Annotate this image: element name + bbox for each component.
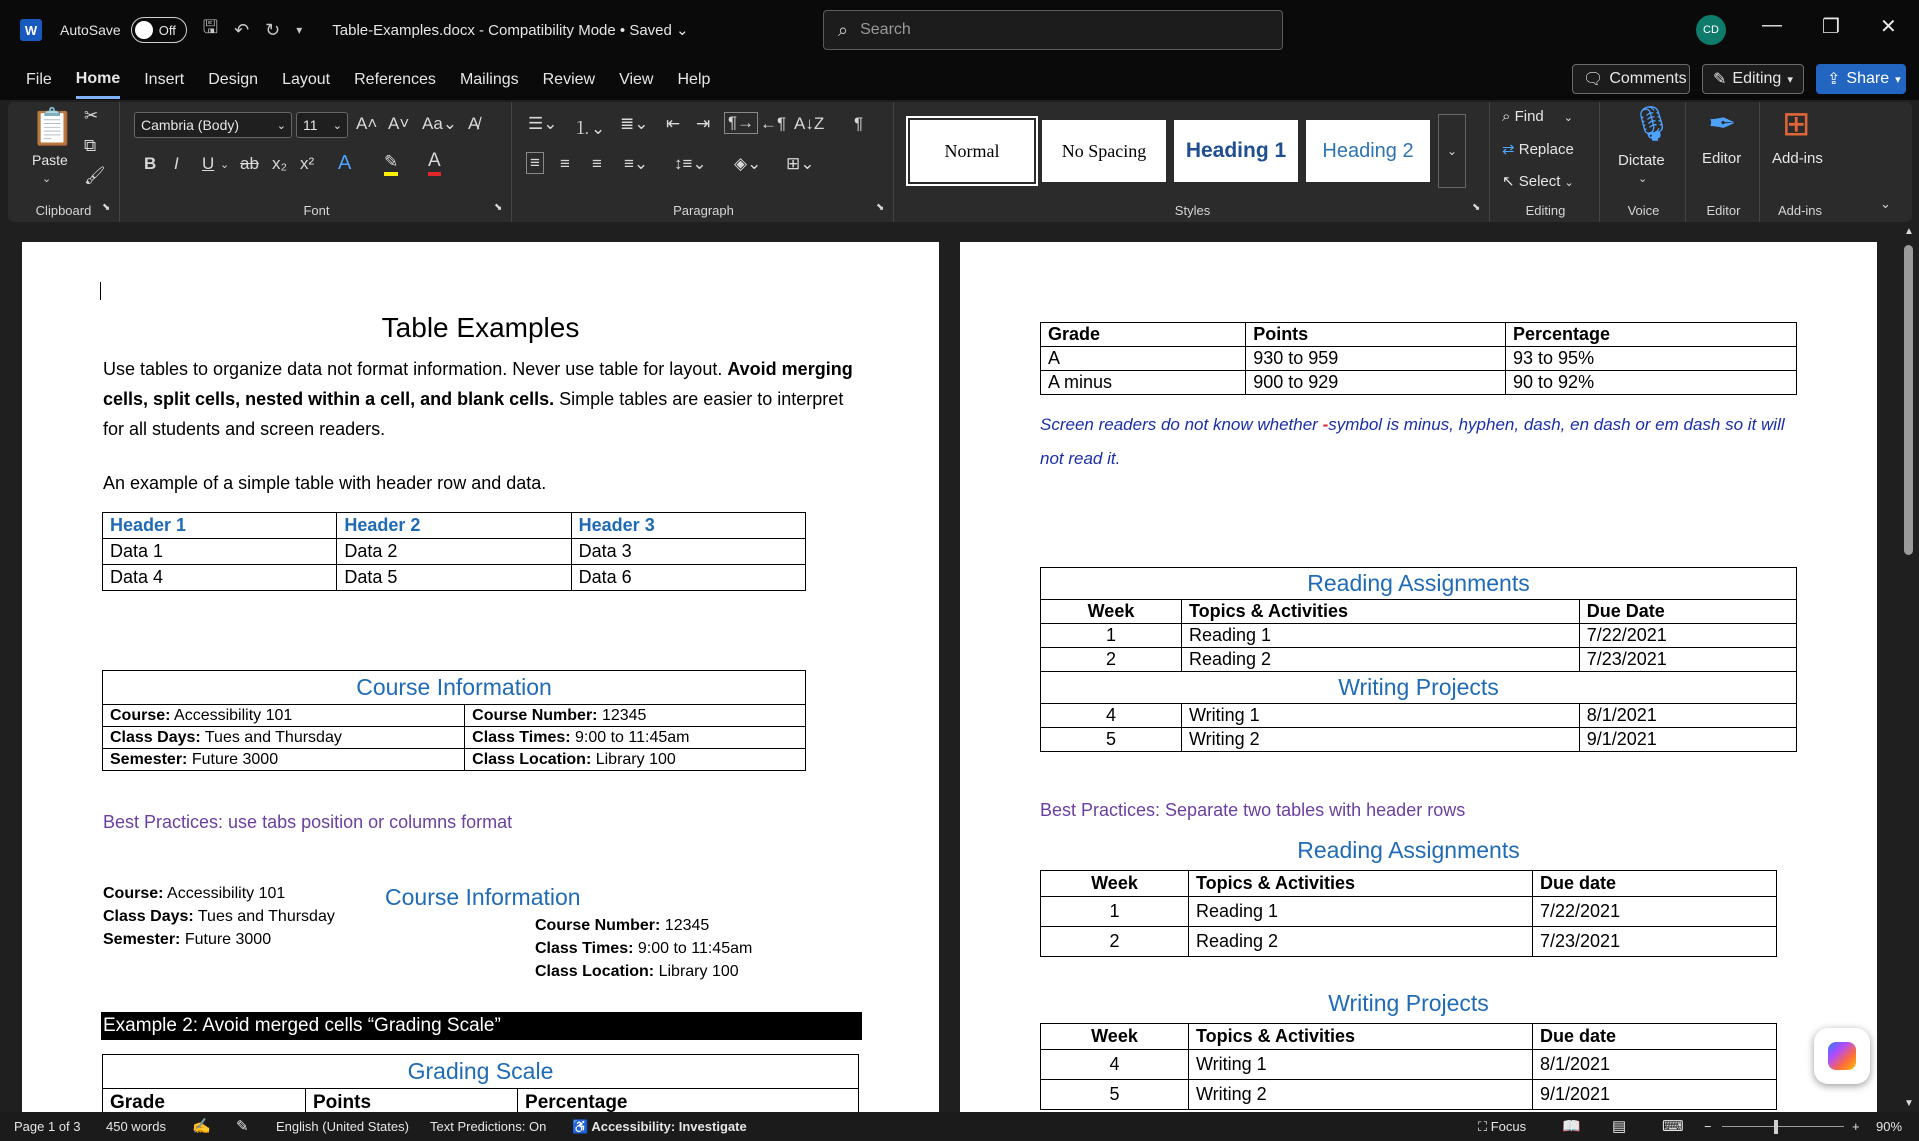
scrollbar-thumb[interactable] [1904, 245, 1913, 555]
font-launcher-icon[interactable]: ⬊ [494, 202, 503, 213]
table-cell: Course: Accessibility 101 [103, 705, 465, 727]
example-2-banner: Example 2: Avoid merged cells “Grading Scale” [101, 1012, 862, 1040]
underline-dropdown-icon[interactable]: ⌄ [220, 159, 230, 171]
rtl-icon[interactable]: ←¶ [760, 114, 787, 133]
table-cell: 90 to 92% [1506, 371, 1797, 395]
select-icon: ↖ [1502, 173, 1515, 190]
language[interactable]: English (United States) [276, 1119, 409, 1134]
merged-schedule-table [1040, 567, 1797, 752]
table-cell: 7/23/2021 [1579, 648, 1796, 672]
paragraph-launcher-icon[interactable]: ⬊ [876, 202, 885, 213]
table-cell: 1 [1041, 897, 1189, 927]
text-predictions[interactable]: Text Predictions: On [430, 1119, 547, 1134]
print-layout-icon[interactable]: ▤ [1612, 1118, 1627, 1135]
merged-table-title: Reading Assignments [1041, 568, 1797, 600]
table-cell: Class Times: 9:00 to 11:45am [465, 727, 806, 749]
table-cell: 7/23/2021 [1533, 927, 1777, 957]
tab-references[interactable]: References [354, 71, 436, 88]
editor-button[interactable]: Editor [1702, 150, 1742, 167]
superscript-icon[interactable]: x² [300, 154, 315, 173]
tab-design[interactable]: Design [208, 71, 259, 88]
table-cell: Data 5 [337, 565, 571, 591]
text-effects-icon[interactable]: A [338, 152, 352, 174]
track-changes-icon[interactable]: ✎ [236, 1118, 249, 1135]
search-icon: ⌕ [838, 19, 849, 40]
select-button[interactable]: ↖ Select ⌄ [1502, 173, 1574, 190]
clipboard-group [8, 102, 120, 222]
course-layout-right [535, 914, 752, 983]
align-left-icon[interactable]: ≡ [526, 152, 544, 174]
text-cursor [100, 282, 101, 300]
minimize-icon[interactable]: — [1762, 14, 1782, 36]
table-cell: Writing 1 [1189, 1050, 1533, 1080]
find-button[interactable]: ⌕ Find ⌄ [1502, 108, 1573, 125]
table-cell: A [1041, 347, 1246, 371]
table-header: Header 1 [103, 513, 337, 539]
table-header: Topics & Activities [1189, 1024, 1533, 1050]
editing-group [1492, 102, 1600, 222]
table-cell: Writing 2 [1182, 728, 1580, 752]
table-header: Percentage [1506, 323, 1797, 347]
editor-label: Editor [1706, 203, 1741, 218]
table-header: Points [305, 1089, 517, 1113]
table-cell: 5 [1041, 1080, 1189, 1110]
format-painter-icon[interactable]: 🖌 [84, 166, 106, 185]
intro-paragraph: Use tables to organize data not format information. Never use table for layout. Avoid merging cells, split cells, nested within a cell, and blank cells. Simple tables are easier to interpret for all students and screen readers. [103, 359, 853, 439]
table-cell: 5 [1041, 728, 1182, 752]
table-cell: Data 6 [571, 565, 805, 591]
table-header: Due date [1533, 1024, 1777, 1050]
writing-table-title: Writing Projects [1328, 990, 1489, 1016]
undo-icon[interactable]: ↶ [234, 19, 250, 40]
restore-icon[interactable]: ❐ [1822, 16, 1840, 38]
web-layout-icon[interactable]: ⌨ [1662, 1118, 1684, 1135]
zoom-slider-handle[interactable] [1774, 1120, 1778, 1134]
shading-icon[interactable]: ◈⌄ [734, 154, 762, 173]
clear-formatting-icon[interactable]: A̸ [468, 114, 480, 133]
align-right-icon[interactable]: ≡ [592, 154, 602, 173]
table-header: Grade [1041, 323, 1246, 347]
table-cell: 4 [1041, 704, 1182, 728]
font-name-dropdown[interactable]: Cambria (Body) ⌄ [134, 112, 292, 138]
table-cell: Reading 2 [1182, 648, 1580, 672]
search-placeholder: Search [860, 21, 911, 38]
grading-scale-table [102, 1054, 859, 1112]
show-formatting-icon[interactable]: ¶ [854, 114, 864, 133]
table-cell: 9/1/2021 [1579, 728, 1796, 752]
table-header: Header 2 [337, 513, 571, 539]
table-cell: Writing 2 [1189, 1080, 1533, 1110]
addins-label: Add-ins [1777, 203, 1823, 218]
decrease-indent-icon[interactable]: ⇤ [666, 114, 681, 133]
scroll-up-icon[interactable]: ▲ [1904, 226, 1914, 237]
page-title: Table Examples [381, 312, 580, 343]
styles-launcher-icon[interactable]: ⬊ [1472, 202, 1481, 213]
course-table-title: Course Information [103, 671, 806, 705]
screen-reader-note: Screen readers do not know whether -symbol is minus, hyphen, dash, en dash or em dash so it will not read it. [1040, 415, 1785, 468]
table-cell: Course Number: 12345 [465, 705, 806, 727]
course-layout-title: Course Information [385, 884, 581, 910]
writing-projects-table [1040, 1023, 1777, 1110]
highlight-icon[interactable]: ✎ [384, 152, 398, 176]
proofing-icon[interactable]: ✍ [192, 1118, 211, 1135]
table-header: Header 3 [571, 513, 805, 539]
page-2[interactable] [960, 242, 1877, 1112]
reading-assignments-table [1040, 870, 1777, 957]
table-cell: Class Location: Library 100 [465, 749, 806, 771]
cut-icon[interactable]: ✂ [84, 106, 99, 125]
status-bar [0, 1112, 1919, 1141]
reading-table-title: Reading Assignments [1297, 837, 1520, 863]
table-header: Points [1246, 323, 1506, 347]
accessibility-icon: ♿ [572, 1119, 589, 1134]
voice-label: Voice [1627, 203, 1660, 218]
styles-group [896, 102, 1490, 222]
table-header: Topics & Activities [1189, 871, 1533, 897]
table-cell: 8/1/2021 [1579, 704, 1796, 728]
addins-button[interactable]: Add-ins [1772, 150, 1823, 167]
autosave-label: AutoSave [60, 22, 121, 38]
table-cell: Data 2 [337, 539, 571, 565]
addins-icon[interactable]: ⊞ [1782, 105, 1811, 143]
document-canvas[interactable] [0, 230, 1919, 1112]
customize-toolbar-icon[interactable]: ▾ [296, 23, 303, 37]
zoom-in-icon[interactable]: + [1852, 1119, 1860, 1134]
borders-icon[interactable]: ⊞⌄ [786, 154, 815, 173]
editing-mode-button[interactable]: ✎ Editing ▾ [1702, 64, 1804, 94]
course-line: Course: Accessibility 101 [103, 885, 286, 902]
table-header: Week [1041, 871, 1189, 897]
table-cell: A minus [1041, 371, 1246, 395]
addins-group [1762, 102, 1838, 222]
search-input[interactable] [823, 10, 1283, 50]
table-cell: Data 4 [103, 565, 337, 591]
copilot-icon [1828, 1042, 1856, 1070]
tab-view[interactable]: View [619, 71, 654, 88]
best-practice-note: Best Practices: use tabs position or columns format [103, 812, 513, 832]
page-count[interactable]: Page 1 of 3 [14, 1119, 81, 1134]
read-mode-icon[interactable]: 📖 [1562, 1118, 1581, 1135]
focus-icon: ⛶ [1478, 1119, 1488, 1134]
table-cell: Writing 1 [1182, 704, 1580, 728]
autosave-state: Off [158, 22, 176, 38]
tab-help[interactable]: Help [677, 71, 711, 88]
justify-icon[interactable]: ≡⌄ [624, 154, 649, 173]
comments-button[interactable]: 🗨 Comments [1572, 64, 1690, 94]
zoom-level[interactable]: 90% [1876, 1119, 1903, 1134]
course-info-table [102, 670, 806, 771]
table-header: Grade [103, 1089, 306, 1113]
table-cell: 1 [1041, 624, 1182, 648]
paragraph-group [514, 102, 894, 222]
find-icon: ⌕ [1502, 108, 1511, 125]
align-center-icon[interactable]: ≡ [560, 154, 570, 173]
subscript-icon[interactable]: x₂ [272, 154, 288, 173]
table-cell: 4 [1041, 1050, 1189, 1080]
course-line: Course Number: 12345 [535, 917, 710, 934]
page-1[interactable] [22, 242, 939, 1112]
copilot-button[interactable] [1814, 1028, 1870, 1084]
example-text: An example of a simple table with header row and data. [103, 473, 547, 493]
focus-button[interactable]: ⛶ Focus [1478, 1119, 1527, 1134]
replace-icon: ⇄ [1502, 141, 1515, 158]
font-label: Font [303, 203, 330, 218]
share-icon: ⇪ [1827, 71, 1841, 88]
dictate-button[interactable]: Dictate [1618, 152, 1665, 169]
comment-icon: 🗨 [1583, 71, 1604, 88]
table-cell: Reading 2 [1189, 927, 1533, 957]
share-button[interactable]: ⇪ Share ▾ [1816, 64, 1906, 94]
tab-review[interactable]: Review [542, 71, 596, 88]
document-title[interactable]: Table-Examples.docx - Compatibility Mode • Saved ⌄ [332, 22, 689, 39]
zoom-out-icon[interactable]: − [1704, 1119, 1712, 1134]
paste-button[interactable]: Paste [32, 152, 68, 168]
copy-icon[interactable]: ⧉ [84, 136, 97, 155]
editing-label: Editing [1525, 203, 1566, 218]
font-size-dropdown[interactable]: 11 ⌄ [296, 112, 348, 138]
tab-mailings[interactable]: Mailings [459, 71, 519, 88]
style-normal[interactable]: Normal [910, 120, 1034, 182]
tab-file[interactable]: File [26, 71, 52, 88]
merged-table-title: Writing Projects [1041, 672, 1797, 704]
styles-label: Styles [1174, 203, 1211, 218]
simple-table [102, 512, 806, 591]
dictate-dropdown-icon[interactable]: ⌄ [1638, 173, 1648, 185]
table-cell: 9/1/2021 [1533, 1080, 1777, 1110]
course-line: Class Location: Library 100 [535, 963, 739, 980]
bullets-icon[interactable]: ☰⌄ [528, 114, 558, 133]
multilevel-list-icon[interactable]: ≣⌄ [620, 114, 649, 133]
tab-home[interactable]: Home [76, 62, 120, 99]
replace-button[interactable]: ⇄ Replace [1502, 141, 1574, 158]
table-cell: Data 1 [103, 539, 337, 565]
clipboard-launcher-icon[interactable]: ⬊ [102, 202, 111, 213]
clipboard-label: Clipboard [35, 203, 92, 218]
underline-icon[interactable]: U [202, 154, 215, 173]
table-header: Week [1041, 600, 1182, 624]
ltr-icon[interactable]: ¶→ [724, 112, 758, 134]
save-icon[interactable]: 🖫 [202, 17, 219, 37]
table-cell: 2 [1041, 648, 1182, 672]
table-cell: Semester: Future 3000 [103, 749, 465, 771]
word-count[interactable]: 450 words [106, 1119, 166, 1134]
course-line: Semester: Future 3000 [103, 931, 272, 948]
font-group [122, 102, 512, 222]
word-logo-icon: W [20, 19, 42, 41]
increase-indent-icon[interactable]: ⇥ [696, 114, 711, 133]
table-cell: 930 to 959 [1246, 347, 1506, 371]
toggle-knob [135, 21, 153, 39]
table-header: Percentage [518, 1089, 859, 1113]
tab-layout[interactable]: Layout [282, 71, 331, 88]
course-layout-left [103, 882, 335, 951]
editor-icon[interactable]: ✒ [1708, 105, 1737, 143]
table-cell: Class Days: Tues and Thursday [103, 727, 465, 749]
zoom-slider[interactable] [1722, 1126, 1844, 1127]
line-spacing-icon[interactable]: ↕≡⌄ [674, 154, 707, 173]
table-cell: 7/22/2021 [1533, 897, 1777, 927]
close-icon[interactable]: ✕ [1880, 16, 1897, 38]
table-cell: Reading 1 [1189, 897, 1533, 927]
table-cell: 93 to 95% [1506, 347, 1797, 371]
font-color-icon[interactable]: A [428, 150, 441, 176]
course-line: Class Days: Tues and Thursday [103, 908, 335, 925]
bold-icon[interactable]: B [144, 154, 157, 173]
table-cell: 7/22/2021 [1579, 624, 1796, 648]
style-heading-2[interactable]: Heading 2 [1306, 120, 1430, 182]
italic-icon[interactable]: I [174, 154, 179, 173]
grow-font-icon[interactable]: A˄ [356, 114, 378, 133]
table-header: Topics & Activities [1182, 600, 1580, 624]
table-header: Week [1041, 1024, 1189, 1050]
table-cell: 900 to 929 [1246, 371, 1506, 395]
scroll-down-icon[interactable]: ▼ [1904, 1098, 1914, 1109]
numbering-icon[interactable]: ⒈⌄ [574, 119, 606, 138]
strikethrough-icon[interactable]: ab [240, 154, 259, 173]
table-cell: Data 3 [571, 539, 805, 565]
course-line: Class Times: 9:00 to 11:45am [535, 940, 753, 957]
grading-table-title: Grading Scale [103, 1055, 859, 1089]
tab-insert[interactable]: Insert [144, 71, 185, 88]
accessibility-status[interactable]: ♿ Accessibility: Investigate [572, 1119, 747, 1134]
table-header: Due Date [1579, 600, 1796, 624]
shrink-font-icon[interactable]: A˅ [388, 114, 410, 133]
style-heading-1[interactable]: Heading 1 [1174, 120, 1298, 182]
autosave-toggle[interactable] [131, 17, 187, 43]
voice-group [1602, 102, 1686, 222]
avatar[interactable]: CD [1696, 15, 1726, 45]
editor-group [1688, 102, 1760, 222]
styles-gallery-more-icon[interactable]: ⌄ [1438, 114, 1466, 188]
ribbon [8, 102, 1912, 222]
best-practice-note: Best Practices: Separate two tables with header rows [1040, 800, 1466, 820]
table-cell: 8/1/2021 [1533, 1050, 1777, 1080]
pencil-icon: ✎ [1713, 71, 1727, 88]
collapse-ribbon-icon[interactable]: ⌄ [1880, 196, 1891, 211]
paste-icon[interactable]: 📋 [30, 106, 75, 147]
grade-table [1040, 322, 1797, 395]
paragraph-label: Paragraph [673, 203, 734, 218]
style-no-spacing[interactable]: No Spacing [1042, 120, 1166, 182]
table-cell: Reading 1 [1182, 624, 1580, 648]
redo-icon[interactable]: ↻ [265, 19, 281, 40]
change-case-icon[interactable]: Aa⌄ [422, 114, 458, 133]
paste-dropdown-icon[interactable]: ⌄ [42, 173, 52, 185]
sort-icon[interactable]: A↓Z [794, 114, 825, 133]
table-cell: 2 [1041, 927, 1189, 957]
microphone-icon[interactable]: 🎙 [1630, 105, 1674, 143]
table-header: Due date [1533, 871, 1777, 897]
